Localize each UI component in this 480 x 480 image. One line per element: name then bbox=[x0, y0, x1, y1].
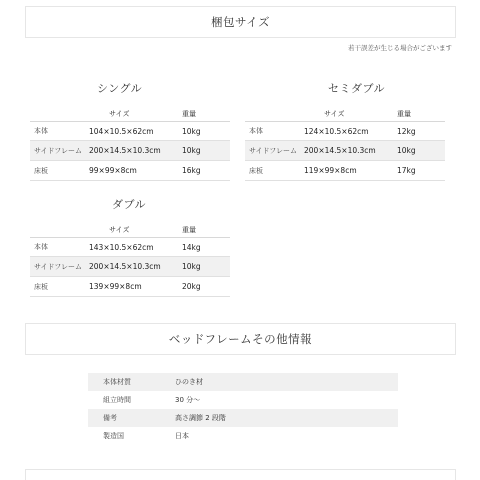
weight-cell: 10kg bbox=[182, 126, 201, 136]
weight-header: 重量 bbox=[182, 109, 196, 118]
size-header: サイズ bbox=[109, 109, 130, 118]
double-size-table bbox=[30, 222, 230, 297]
semidouble-size-table bbox=[245, 106, 445, 181]
weight-cell: 12kg bbox=[397, 126, 416, 136]
single-size-table bbox=[30, 106, 230, 181]
semidouble-title: セミダブル bbox=[328, 82, 386, 95]
other-info-banner bbox=[25, 323, 456, 355]
info-row bbox=[88, 391, 398, 409]
size-cell: 139×99×8cm bbox=[89, 282, 142, 291]
part-cell: サイドフレーム bbox=[34, 262, 83, 271]
info-value: 高さ調節 2 段階 bbox=[175, 414, 226, 422]
table-row bbox=[30, 277, 230, 297]
size-cell: 200×14.5×10.3cm bbox=[89, 262, 161, 271]
size-cell: 119×99×8cm bbox=[304, 166, 357, 175]
part-cell: サイドフレーム bbox=[249, 146, 298, 155]
info-row bbox=[88, 409, 398, 427]
part-cell: 本体 bbox=[34, 243, 48, 251]
info-key: 製造国 bbox=[103, 432, 124, 440]
packing-size-banner bbox=[25, 6, 456, 38]
size-cell: 104×10.5×62cm bbox=[89, 126, 154, 136]
table-header bbox=[245, 106, 445, 121]
weight-cell: 16kg bbox=[182, 166, 201, 175]
weight-cell: 17kg bbox=[397, 166, 416, 175]
part-cell: 本体 bbox=[34, 127, 48, 135]
part-cell: 床板 bbox=[34, 166, 48, 175]
table-row bbox=[245, 141, 445, 161]
bed-frame-info-table bbox=[88, 373, 398, 445]
part-cell: サイドフレーム bbox=[34, 146, 83, 155]
size-header: サイズ bbox=[324, 109, 345, 118]
tolerance-note: 若干誤差が生じる場合がございます bbox=[348, 44, 452, 52]
table-row bbox=[30, 161, 230, 181]
info-key: 備考 bbox=[103, 414, 117, 422]
info-key: 組立時間 bbox=[103, 396, 131, 404]
table-row bbox=[30, 237, 230, 257]
part-cell: 床板 bbox=[34, 282, 48, 291]
table-row bbox=[30, 121, 230, 141]
table-header bbox=[30, 222, 230, 237]
size-cell: 124×10.5×62cm bbox=[304, 126, 369, 136]
weight-cell: 10kg bbox=[182, 262, 201, 271]
part-cell: 床板 bbox=[249, 166, 263, 175]
weight-header: 重量 bbox=[397, 109, 411, 118]
size-cell: 200×14.5×10.3cm bbox=[89, 146, 161, 155]
weight-cell: 14kg bbox=[182, 242, 201, 252]
weight-cell: 10kg bbox=[182, 146, 201, 155]
table-row bbox=[30, 257, 230, 277]
packing-size-title: 梱包サイズ bbox=[210, 15, 271, 29]
table-header bbox=[30, 106, 230, 121]
part-cell: 本体 bbox=[249, 127, 263, 135]
info-key: 本体材質 bbox=[103, 378, 131, 386]
info-row bbox=[88, 427, 398, 445]
size-header: サイズ bbox=[109, 225, 130, 234]
weight-cell: 20kg bbox=[182, 282, 201, 291]
table-row bbox=[245, 161, 445, 181]
size-cell: 99×99×8cm bbox=[89, 166, 137, 175]
next-section-banner bbox=[25, 469, 456, 480]
info-row bbox=[88, 373, 398, 391]
table-row bbox=[245, 121, 445, 141]
info-value: 30 分〜 bbox=[175, 396, 201, 404]
single-title: シングル bbox=[97, 82, 143, 95]
double-title: ダブル bbox=[112, 198, 147, 211]
size-cell: 200×14.5×10.3cm bbox=[304, 146, 376, 155]
info-value: 日本 bbox=[175, 432, 189, 440]
size-cell: 143×10.5×62cm bbox=[89, 242, 154, 252]
weight-header: 重量 bbox=[182, 225, 196, 234]
weight-cell: 10kg bbox=[397, 146, 416, 155]
info-value: ひのき材 bbox=[175, 378, 203, 386]
other-info-title: ベッドフレームその他情報 bbox=[168, 332, 313, 346]
table-row bbox=[30, 141, 230, 161]
